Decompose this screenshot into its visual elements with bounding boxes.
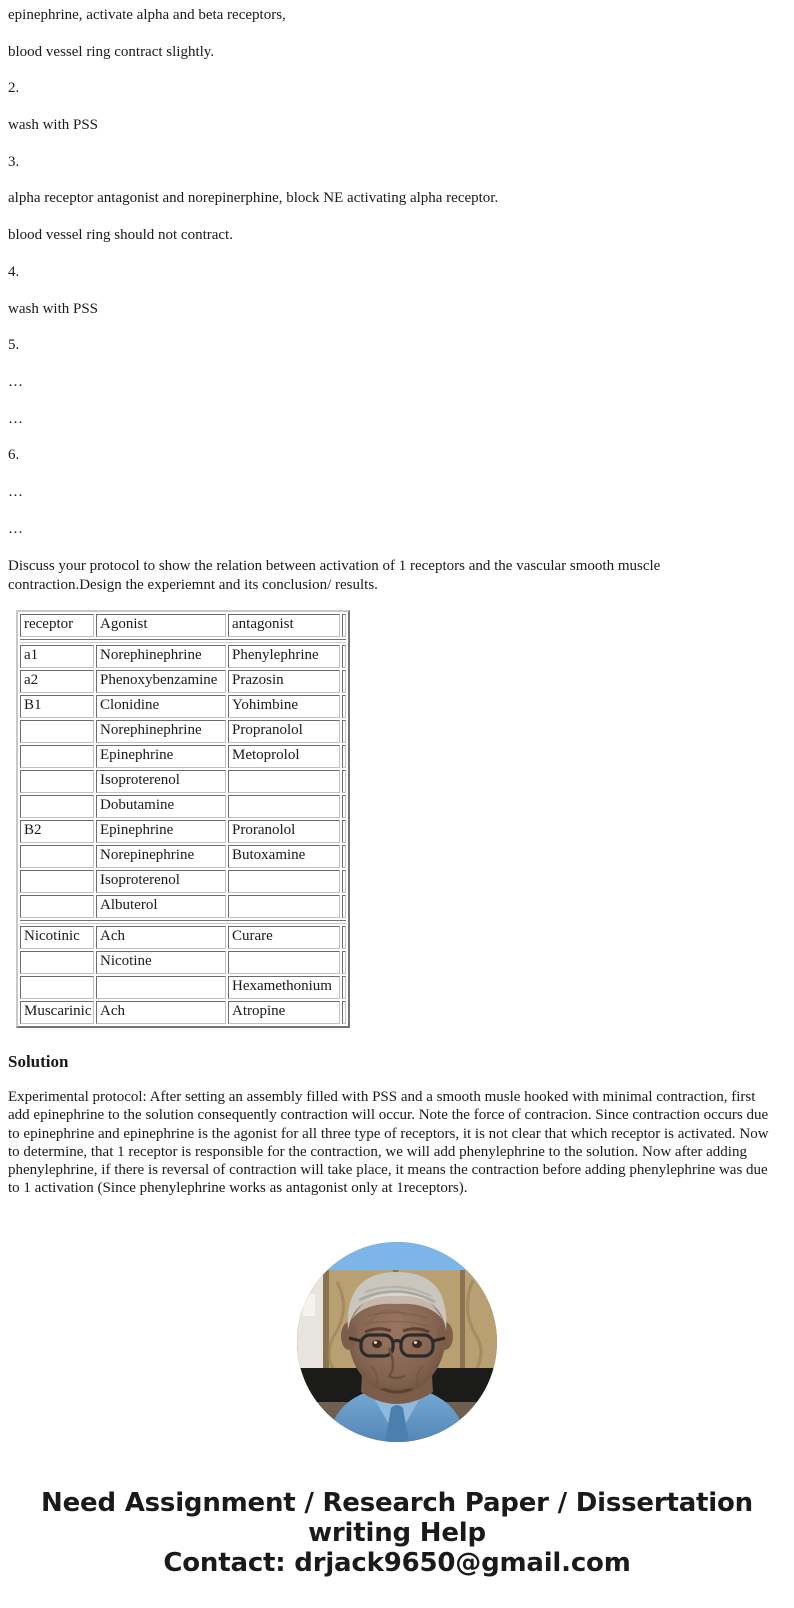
table-header-cell: Agonist bbox=[96, 614, 226, 637]
table-cell bbox=[342, 795, 346, 818]
table-cell: a1 bbox=[20, 645, 94, 668]
table-cell: Epinephrine bbox=[96, 820, 226, 843]
table-cell bbox=[20, 770, 94, 793]
promo-line-2: writing Help bbox=[308, 1517, 486, 1548]
intro-line: wash with PSS bbox=[8, 300, 99, 317]
table-cell: Muscarinic bbox=[20, 1001, 94, 1024]
table-cell: Butoxamine bbox=[228, 845, 340, 868]
table-cell bbox=[342, 976, 346, 999]
table-cell: Nicotine bbox=[96, 951, 226, 974]
table-cell: Phenoxybenzamine bbox=[96, 670, 226, 693]
table-cell bbox=[20, 895, 94, 918]
table-row bbox=[20, 670, 346, 693]
table-row bbox=[20, 820, 346, 843]
table-cell bbox=[342, 695, 346, 718]
promo-banner bbox=[8, 1488, 786, 1598]
table-row bbox=[20, 645, 346, 668]
intro-line: 4. bbox=[8, 263, 20, 280]
table-header-cell: receptor bbox=[20, 614, 94, 637]
table-group-separator bbox=[20, 920, 346, 924]
table-row bbox=[20, 795, 346, 818]
intro-line: 6. bbox=[8, 447, 20, 464]
table-cell: Ach bbox=[96, 926, 226, 949]
table-cell: Ach bbox=[96, 1001, 226, 1024]
receptor-agonist-antagonist-table bbox=[16, 610, 350, 1028]
table-cell bbox=[342, 645, 346, 668]
table-cell bbox=[342, 720, 346, 743]
table-cell: Prazosin bbox=[228, 670, 340, 693]
ellipsis-line: … bbox=[8, 410, 24, 427]
table-cell bbox=[342, 951, 346, 974]
table-cell: Clonidine bbox=[96, 695, 226, 718]
intro-line: epinephrine, activate alpha and beta receptors, bbox=[8, 7, 286, 23]
table-row bbox=[20, 770, 346, 793]
table-cell bbox=[20, 845, 94, 868]
table-cell: Norephinephrine bbox=[96, 720, 226, 743]
table-row bbox=[20, 951, 346, 974]
intro-line: 5. bbox=[8, 337, 20, 354]
table-cell bbox=[20, 795, 94, 818]
table-cell bbox=[342, 895, 346, 918]
table-cell bbox=[96, 976, 226, 999]
intro-line: wash with PSS bbox=[8, 117, 99, 134]
avatar bbox=[297, 1242, 497, 1442]
ellipsis-line: … bbox=[8, 483, 24, 500]
avatar-zone bbox=[8, 1242, 786, 1442]
promo-line-3: Contact: drjack9650@gmail.com bbox=[163, 1548, 631, 1578]
table-cell: Dobutamine bbox=[96, 795, 226, 818]
receptor-table-wrap bbox=[8, 610, 786, 1028]
table-header-cell: antagonist bbox=[228, 614, 340, 637]
table-cell bbox=[20, 951, 94, 974]
table-group-separator bbox=[20, 639, 346, 643]
table-cell: Curare bbox=[228, 926, 340, 949]
intro-line: 3. bbox=[8, 153, 20, 170]
table-row bbox=[20, 845, 346, 868]
table-cell bbox=[342, 1001, 346, 1024]
table-cell: Nicotinic bbox=[20, 926, 94, 949]
table-cell: Hexamethonium bbox=[228, 976, 340, 999]
table-row bbox=[20, 976, 346, 999]
table-cell bbox=[228, 770, 340, 793]
table-cell bbox=[228, 951, 340, 974]
table-group-separator-cell bbox=[20, 920, 346, 924]
table-cell: Norephinephrine bbox=[96, 645, 226, 668]
table-cell bbox=[228, 870, 340, 893]
table-cell bbox=[228, 895, 340, 918]
table-cell: B1 bbox=[20, 695, 94, 718]
table-cell: Proranolol bbox=[228, 820, 340, 843]
intro-line: blood vessel ring should not contract. bbox=[8, 227, 233, 244]
table-row bbox=[20, 720, 346, 743]
ellipsis-line: … bbox=[8, 373, 24, 390]
table-row bbox=[20, 695, 346, 718]
table-cell bbox=[342, 670, 346, 693]
intro-block bbox=[8, 0, 786, 538]
table-header-row bbox=[20, 614, 346, 637]
avatar-photo bbox=[297, 1242, 497, 1442]
table-cell: a2 bbox=[20, 670, 94, 693]
table-row bbox=[20, 1001, 346, 1024]
table-cell: Propranolol bbox=[228, 720, 340, 743]
table-cell bbox=[20, 976, 94, 999]
table-cell: B2 bbox=[20, 820, 94, 843]
prompt-paragraph: Discuss your protocol to show the relation between activation of 1 receptors and the vascular smooth muscle contraction.Design the experiemnt and its conclusion/ results. bbox=[8, 558, 661, 593]
table-cell: Albuterol bbox=[96, 895, 226, 918]
table-cell: Isoproterenol bbox=[96, 770, 226, 793]
solution-paragraph: Experimental protocol: After setting an assembly filled with PSS and a smooth musle hooked with minimal contraction, first add epinephrine to the solution consequently contraction will occur. Note the force of contracion. Since contraction occurs due to epinephrine and epinephrine is the agonist for all three type of receptors, it is not clear that which receptor is activated. Now to determine, that 1 receptor is responsible for the contraction, we will add phenylephrine to the solution. Now after adding phenylephrine, if there is reversal of contraction will take place, it means the contraction before adding phenylephrine was due to 1 activation (Since phenylephrine works as antagonist only at 1receptors). bbox=[8, 1088, 769, 1197]
table-cell: Metoprolol bbox=[228, 745, 340, 768]
table-cell bbox=[342, 870, 346, 893]
promo-line-1: Need Assignment / Research Paper / Dissertation bbox=[41, 1487, 753, 1518]
table-row bbox=[20, 870, 346, 893]
table-cell bbox=[342, 770, 346, 793]
table-cell bbox=[228, 795, 340, 818]
table-cell bbox=[342, 845, 346, 868]
table-row bbox=[20, 895, 346, 918]
table-row bbox=[20, 926, 346, 949]
table-cell: Phenylephrine bbox=[228, 645, 340, 668]
table-cell bbox=[342, 820, 346, 843]
ellipsis-line: … bbox=[8, 520, 24, 537]
intro-line: blood vessel ring contract slightly. bbox=[8, 43, 215, 60]
table-cell bbox=[20, 720, 94, 743]
table-cell: Norepinephrine bbox=[96, 845, 226, 868]
intro-line: 2. bbox=[8, 80, 20, 97]
table-group-separator-cell bbox=[20, 639, 346, 643]
table-cell bbox=[20, 870, 94, 893]
table-cell bbox=[342, 745, 346, 768]
table-cell: Isoproterenol bbox=[96, 870, 226, 893]
table-cell: Epinephrine bbox=[96, 745, 226, 768]
table-cell: Atropine bbox=[228, 1001, 340, 1024]
table-row bbox=[20, 745, 346, 768]
intro-line: alpha receptor antagonist and norepinerphine, block NE activating alpha receptor. bbox=[8, 190, 499, 207]
table-cell bbox=[342, 926, 346, 949]
table-cell bbox=[20, 745, 94, 768]
table-header-cell bbox=[342, 614, 346, 637]
table-cell: Yohimbine bbox=[228, 695, 340, 718]
solution-heading: Solution bbox=[8, 1051, 69, 1071]
